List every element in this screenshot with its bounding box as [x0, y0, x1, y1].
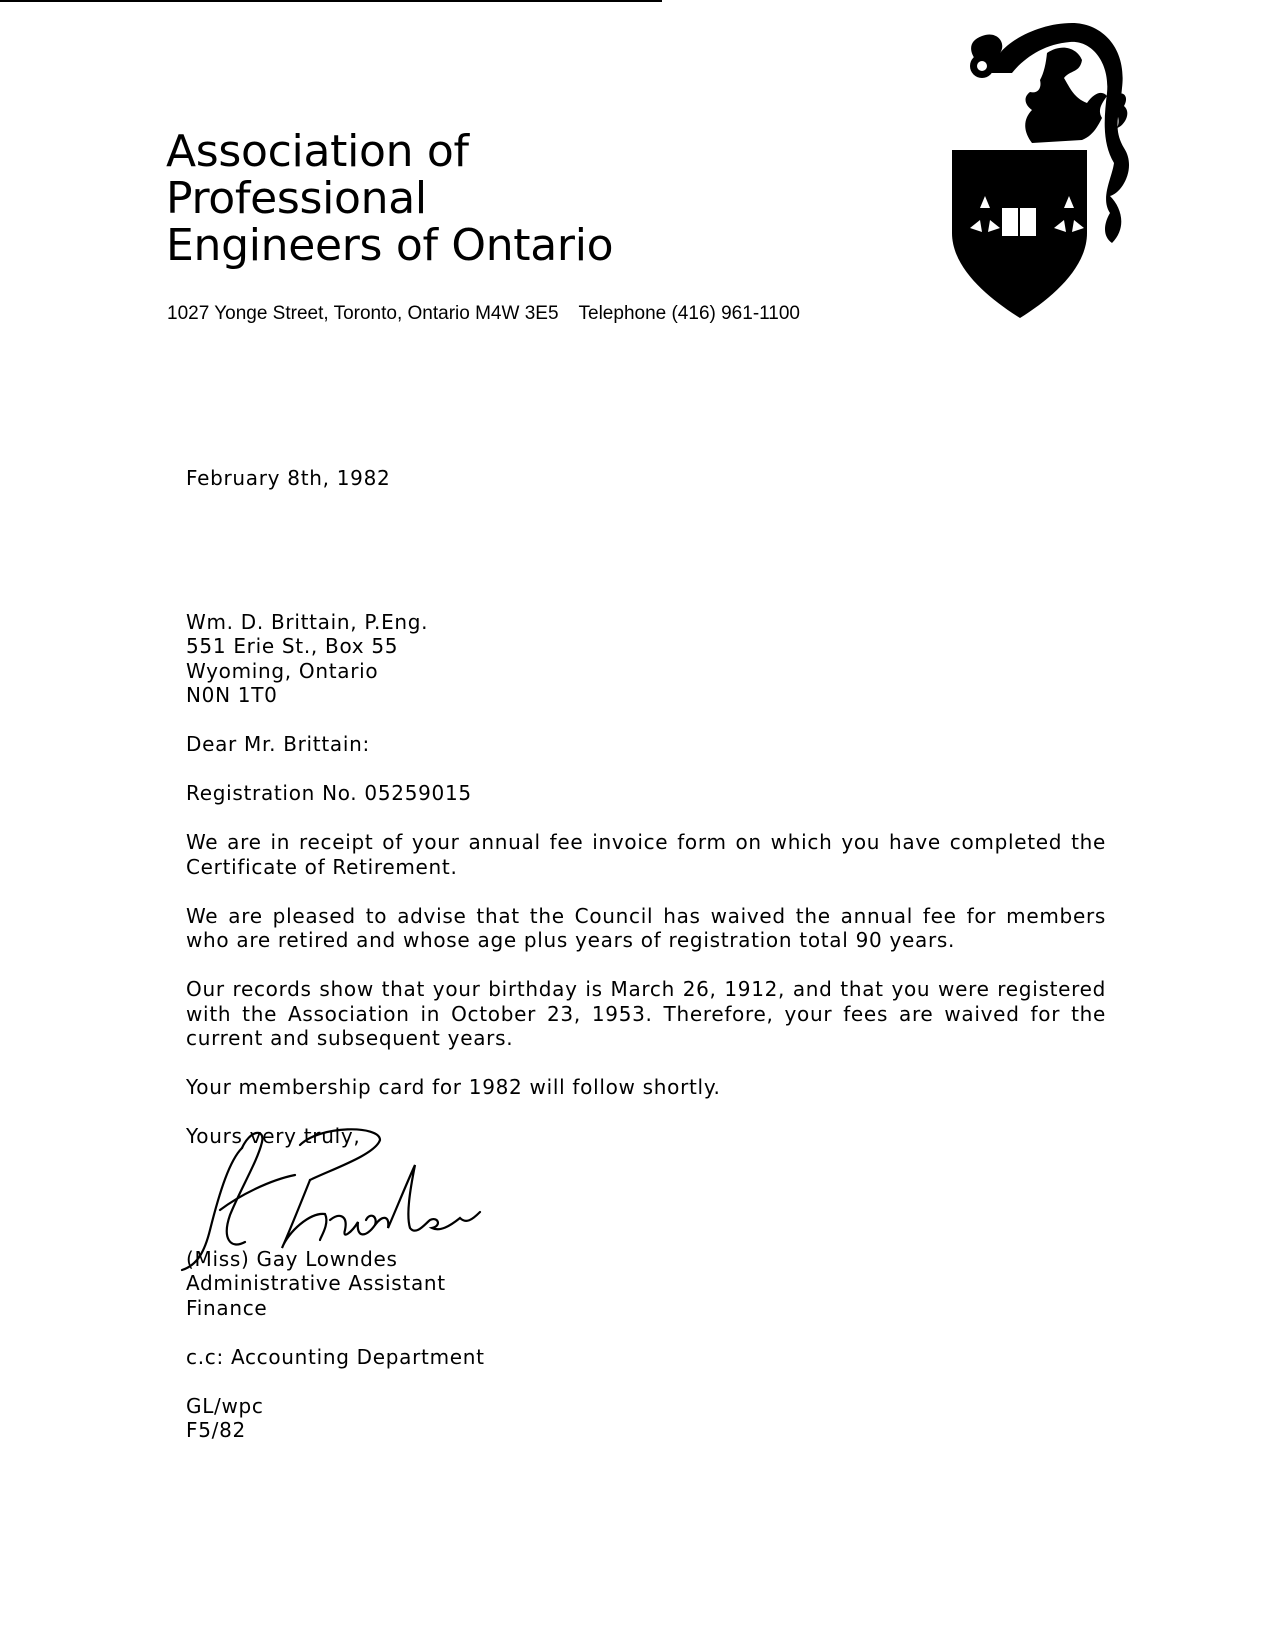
reference-initials: GL/wpc — [186, 1393, 264, 1418]
recipient-line-4: N0N 1T0 — [186, 683, 278, 707]
letter-date: February 8th, 1982 — [186, 466, 391, 490]
letterhead-contact — [167, 303, 800, 325]
closing: Yours very truly, — [186, 1124, 361, 1148]
cc-line: c.c: Accounting Department — [186, 1344, 485, 1369]
paragraph-3: Our records show that your birthday is March 26, 1912, and that you were registered with the Association in October 23, 1953. Therefore, your fees are waived for the current and subsequent years. — [186, 977, 1106, 1050]
paragraph-1: We are in receipt of your annual fee invoice form on which you have completed the Certificate of Retirement. — [186, 830, 1106, 879]
registration-number: Registration No. 05259015 — [186, 781, 472, 805]
signer-department: Finance — [186, 1295, 268, 1320]
reference-code: F5/82 — [186, 1418, 246, 1442]
paragraph-4: Your membership card for 1982 will follow shortly. — [186, 1075, 721, 1099]
telephone: Telephone (416) 961-1100 — [578, 303, 801, 324]
recipient-line-2: 551 Erie St., Box 55 — [186, 634, 399, 658]
salutation: Dear Mr. Brittain: — [186, 732, 370, 756]
letter-body — [186, 466, 1106, 1443]
handwritten-signature-icon — [170, 1120, 510, 1280]
coat-of-arms-icon — [952, 18, 1167, 320]
org-name-line-1: Association of — [166, 126, 469, 177]
org-name-line-2: Professional — [166, 173, 427, 224]
organization-name — [166, 128, 613, 269]
paragraph-2: We are pleased to advise that the Council has waived the annual fee for members who are retired and whose age plus years of registration total 90 years. — [186, 903, 1106, 952]
street-address: 1027 Yonge Street, Toronto, Ontario M4W 3E5 — [167, 303, 559, 324]
top-rule — [0, 0, 662, 2]
recipient-line-3: Wyoming, Ontario — [186, 658, 379, 683]
recipient-line-1: Wm. D. Brittain, P.Eng. — [186, 609, 429, 634]
org-name-line-3: Engineers of Ontario — [166, 220, 614, 271]
signer-name: (Miss) Gay Lowndes — [186, 1246, 398, 1271]
signer-title: Administrative Assistant — [186, 1271, 446, 1295]
